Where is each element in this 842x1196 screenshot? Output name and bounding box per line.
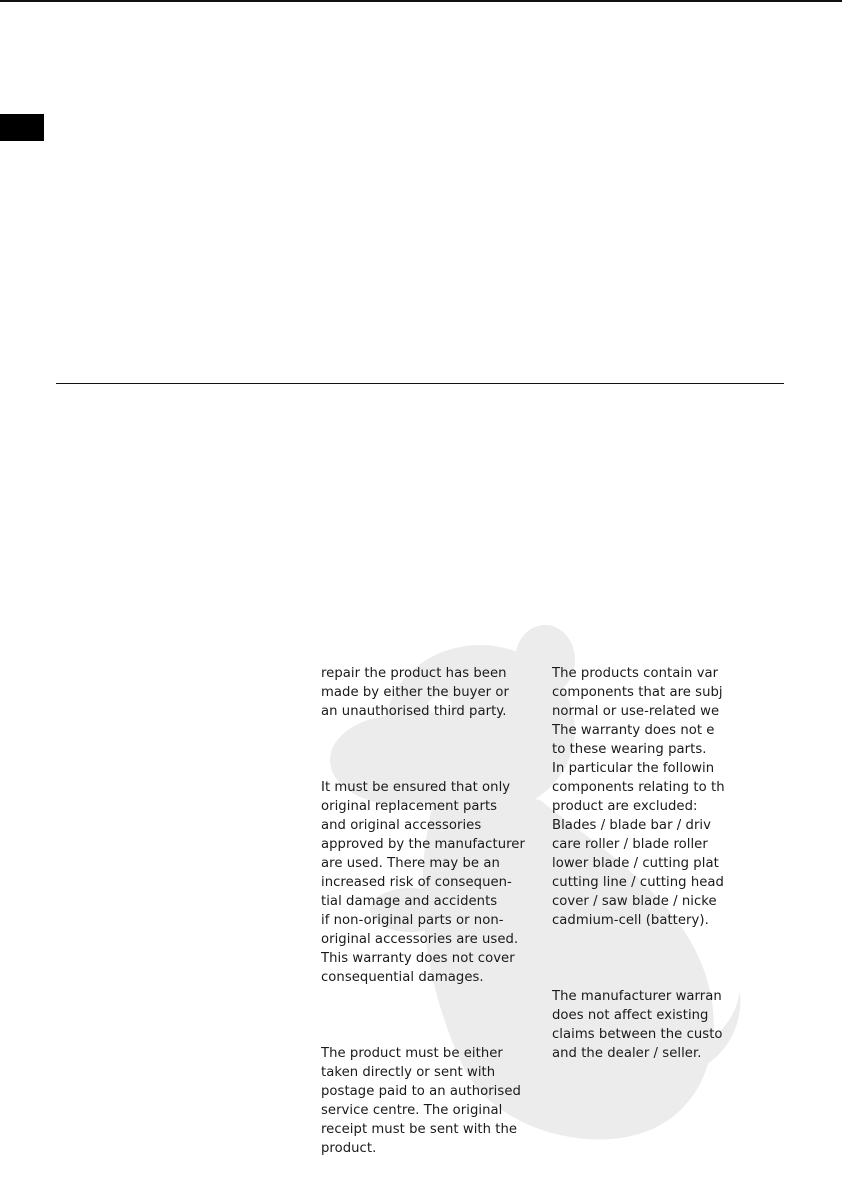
paragraph-service-centre: The product must be either taken directly or sent with postage paid to an authorised service centre. The original receipt must be sent with the product. bbox=[321, 1046, 521, 1156]
paragraph-existing-claims: The manufacturer warran does not affect existing claims between the custo and the dealer / seller. bbox=[552, 989, 723, 1061]
text-column-right bbox=[552, 626, 728, 1101]
text-column-left bbox=[321, 626, 543, 1196]
section-divider bbox=[56, 383, 784, 384]
top-border-line bbox=[0, 0, 842, 2]
paragraph-wearing-parts: The products contain var components that are subj normal or use-related we The warranty does not e to these wearing parts. In particular the followin components relating to th product are excluded: Blades / blade bar / driv care roller / blade roller lower blade / cutting plat cutting line / cutting head cover / saw blade / nicke cadmium-cell (battery). bbox=[552, 666, 725, 928]
language-tab-marker bbox=[0, 114, 44, 141]
paragraph-repair-exclusion: repair the product has been made by either the buyer or an unauthorised third party. bbox=[321, 666, 509, 719]
paragraph-original-parts: It must be ensured that only original replacement parts and original accessories approved by the manufacturer are used. There may be an increased risk of consequen- tial damage and accidents if non-original parts or non- original accessories are used. This warranty does not cover consequential damages. bbox=[321, 780, 525, 985]
